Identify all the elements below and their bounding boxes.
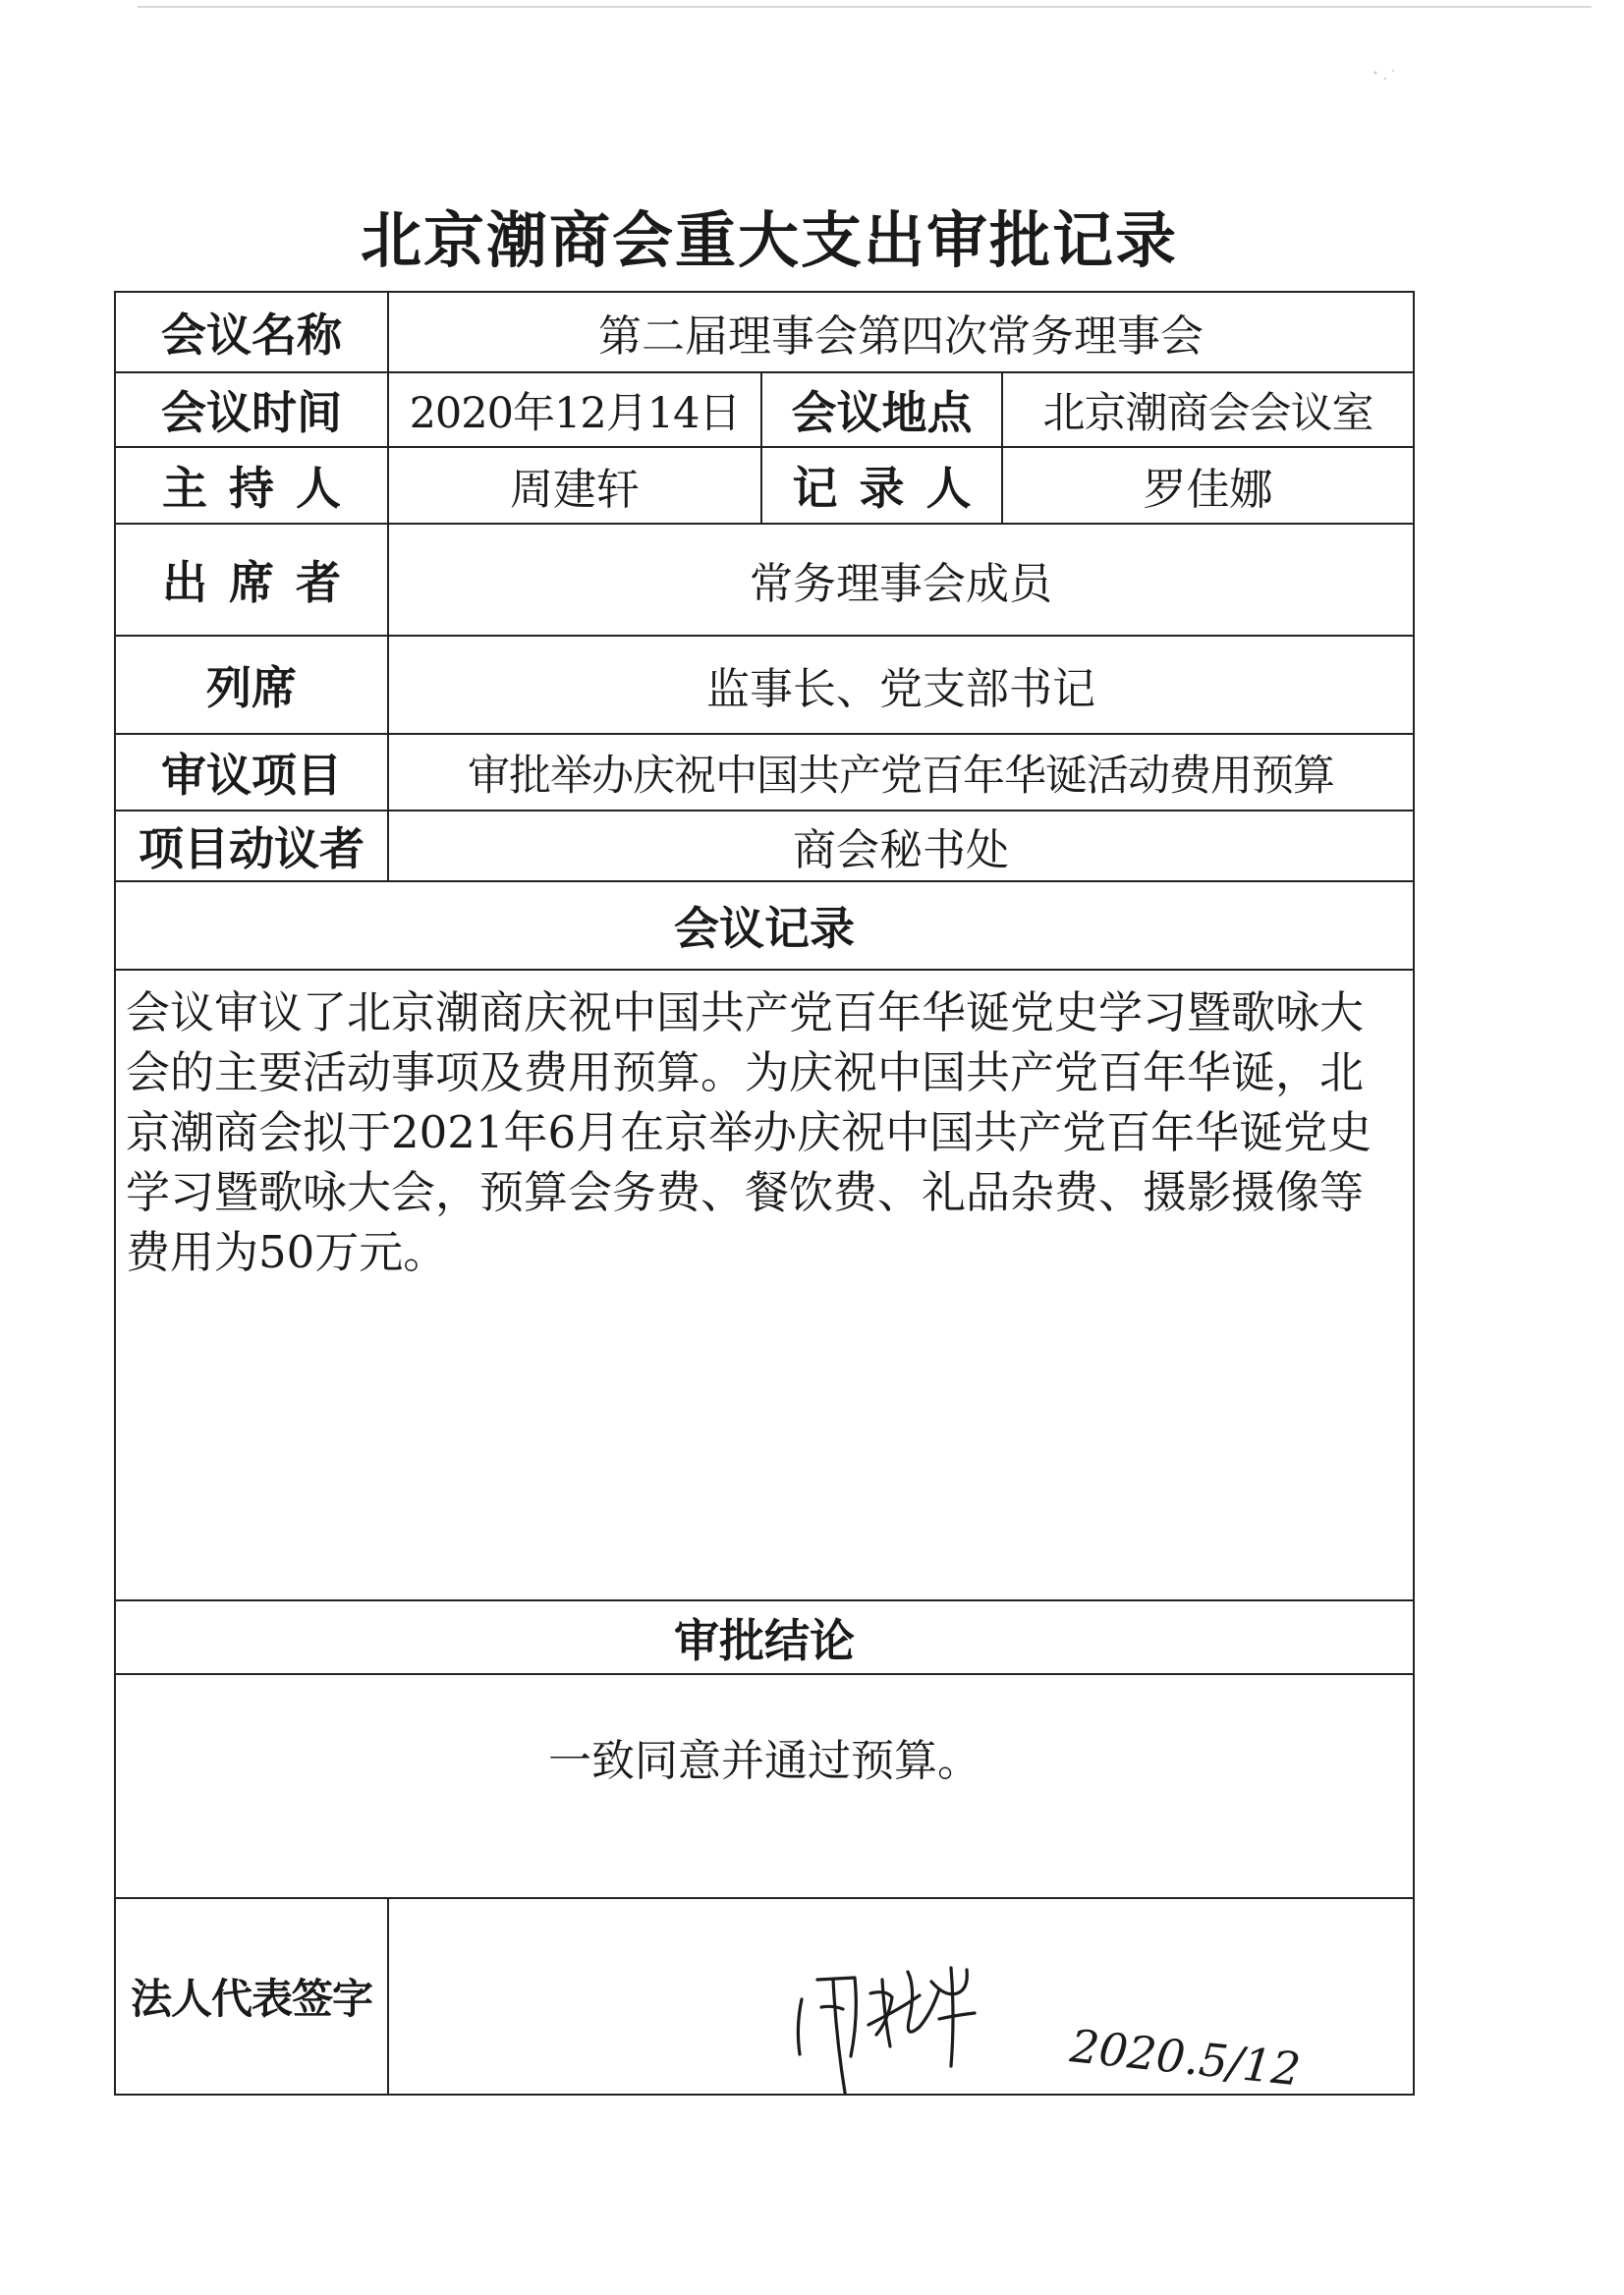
row-host [115,447,1414,524]
row-observers [115,636,1414,734]
proposer-value: 商会秘书处 [388,811,1414,881]
meeting-name-value: 第二届理事会第四次常务理事会 [388,292,1414,372]
meeting-place-value: 北京潮商会会议室 [1002,372,1414,447]
recorder-label: 记录人 [761,447,1002,524]
handwritten-signature [389,1899,1414,2095]
approval-record-table [114,291,1415,2096]
recorder-value: 罗佳娜 [1002,447,1414,524]
row-conclusion-heading [115,1600,1414,1674]
meeting-time-value: 2020年12月14日 [388,372,761,447]
signature-label: 法人代表签字 [115,1898,388,2095]
scan-edge-mark [138,6,1592,8]
row-signature [115,1898,1414,2095]
item-value: 审批举办庆祝中国共产党百年华诞活动费用预算 [388,734,1414,811]
row-conclusion-body [115,1674,1414,1898]
conclusion-heading: 审批结论 [115,1600,1414,1674]
meeting-name-label: 会议名称 [115,292,388,372]
scan-noise-mark [1356,59,1415,98]
minutes-text: 会议审议了北京潮商庆祝中国共产党百年华诞党史学习暨歌咏大会的主要活动事项及费用预算。为庆祝中国共产党百年华诞，北京潮商会拟于2021年6月在京举办庆祝中国共产党百年华诞党史学习暨歌咏大会，预算会务费、餐饮费、礼品杂费、摄影摄像等费用为50万元。 [115,970,1414,1600]
row-proposer [115,811,1414,881]
row-meeting-name [115,292,1414,372]
row-meeting-time [115,372,1414,447]
page-title: 北京潮商会重大支出审批记录 [360,204,1178,276]
host-value: 周建轩 [388,447,761,524]
row-minutes-heading [115,881,1414,970]
observers-value: 监事长、党支部书记 [388,636,1414,734]
attendees-label: 出席者 [115,524,388,636]
observers-label: 列席 [115,636,388,734]
meeting-place-label: 会议地点 [761,372,1002,447]
handwritten-date: 2020.5/12 [1067,2019,1304,2097]
host-label: 主持人 [115,447,388,524]
proposer-label: 项目动议者 [115,811,388,881]
meeting-time-label: 会议时间 [115,372,388,447]
row-minutes-body [115,970,1414,1600]
row-item [115,734,1414,811]
attendees-value: 常务理事会成员 [388,524,1414,636]
row-attendees [115,524,1414,636]
signature-cell [388,1898,1414,2095]
item-label: 审议项目 [115,734,388,811]
minutes-heading: 会议记录 [115,881,1414,970]
conclusion-text: 一致同意并通过预算。 [115,1674,1414,1898]
